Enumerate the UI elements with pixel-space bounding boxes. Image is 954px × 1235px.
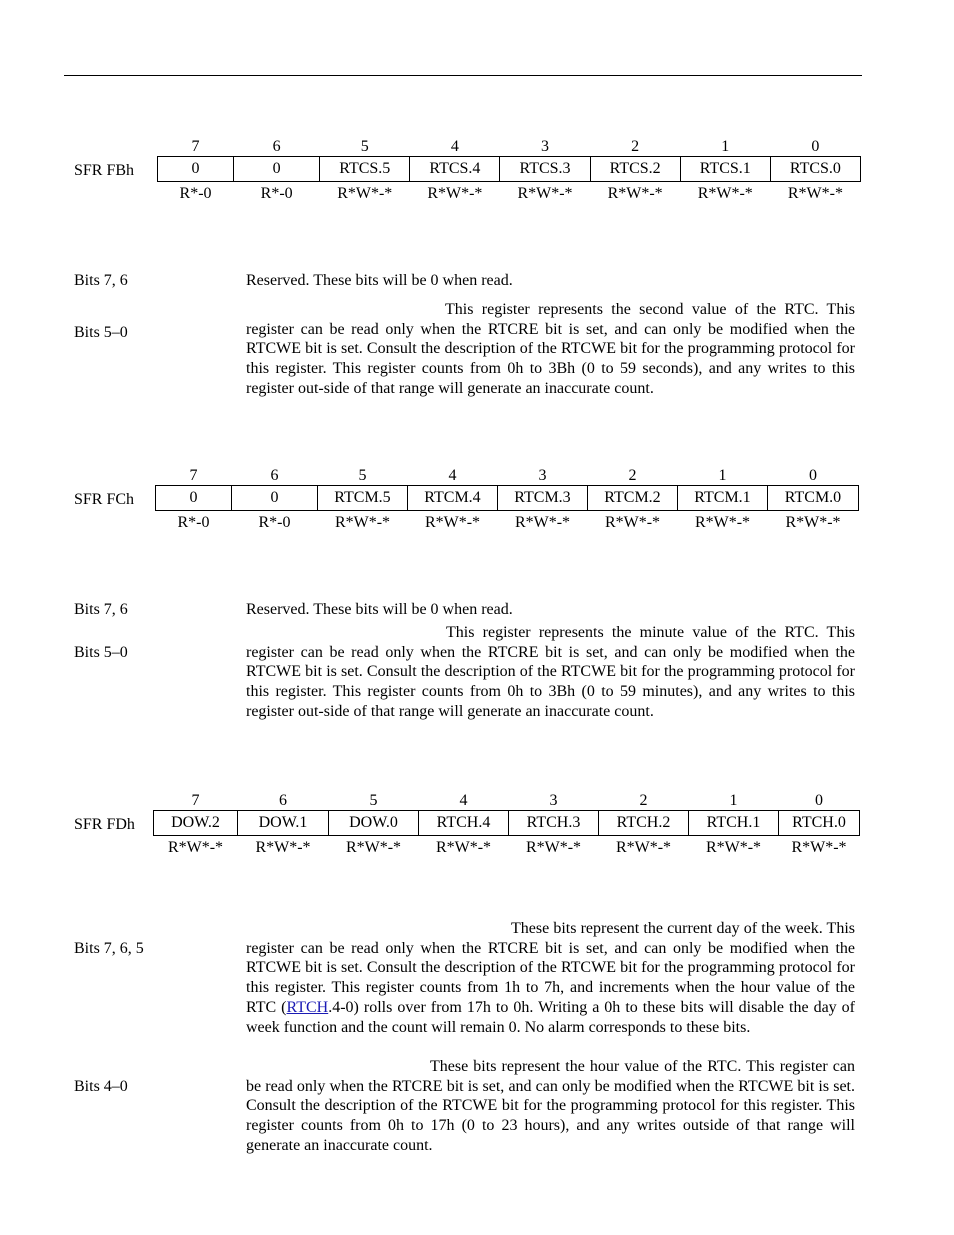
- bit-number: 4: [450, 138, 459, 155]
- bit-access: R*W*-*: [424, 514, 481, 531]
- description-text: This register represents the minute value of the RTC. This register can be read only when the RTCRE bit is set, and can only be modified when the RTCWE bit is set. Consult the description of the RTCWE bit for the programming protocol for this register. This register counts from 0h to 3Bh (0 to 59 minutes), and any writes to this register out-side of that range will generate an inaccurate count.: [246, 624, 855, 720]
- rtch-link[interactable]: RTCH: [286, 998, 329, 1016]
- bit-cell: RTCM.2: [588, 486, 678, 511]
- bit-table: [157, 134, 861, 206]
- bit-description: [74, 919, 855, 1059]
- bits-label: Bits 7, 6, 5: [74, 940, 144, 957]
- bit-table: [155, 463, 859, 535]
- bit-cell: RTCS.0: [770, 157, 860, 182]
- header-rule: [64, 75, 862, 76]
- bit-access: R*W*-*: [615, 839, 672, 856]
- register-fch: [74, 463, 864, 543]
- bit-number: 5: [369, 792, 378, 809]
- bit-number: 2: [631, 138, 640, 155]
- bit-access: R*-0: [179, 185, 212, 202]
- register-label: SFR FBh: [74, 162, 135, 179]
- bit-cell: DOW.0: [329, 811, 419, 836]
- bit-cell: RTCM.5: [318, 486, 408, 511]
- bit-cell: RTCS.3: [500, 157, 590, 182]
- bit-description: [74, 300, 855, 400]
- bit-access: R*W*-*: [427, 185, 483, 202]
- bit-description: [74, 271, 855, 291]
- bits-label: Bits 7, 6: [74, 272, 128, 289]
- bit-cell: RTCM.1: [678, 486, 768, 511]
- bit-access: R*W*-*: [785, 514, 841, 531]
- bit-cell: RTCM.3: [498, 486, 588, 511]
- register-label: SFR FCh: [74, 491, 135, 508]
- description-text: These bits represent the current day of the week. This register can be read only when the RTCRE bit is set, and can only be modified when the RTCWE bit is set. Consult the description of the RTCWE bit for the programming protocol for this register. This register counts from 1h to 7h, and increments when the hour value of the RTC (RTCH.4-0) rolls over from 17h to 0h. Writing a 0h to these bits will disable the day of week function and the count will remain 0. No alarm corresponds to these bits.: [246, 920, 856, 1036]
- register-fdh: [74, 788, 864, 868]
- bit-cell: DOW.1: [238, 811, 329, 836]
- bit-description: [74, 600, 855, 620]
- bit-number: 6: [272, 138, 281, 155]
- bit-cell: 0: [234, 157, 320, 182]
- bit-access: R*W*-*: [255, 839, 311, 856]
- bit-number: 4: [459, 792, 468, 809]
- bit-access: R*W*-*: [604, 514, 661, 531]
- bit-number: 4: [448, 467, 457, 484]
- bit-access: R*W*-*: [705, 839, 762, 856]
- bit-cell: 0: [156, 486, 232, 511]
- bit-number: 0: [811, 138, 820, 155]
- bit-cell: RTCH.0: [779, 811, 860, 836]
- bit-cell: RTCH.2: [599, 811, 689, 836]
- bit-access: R*W*-*: [525, 839, 582, 856]
- register-fbh: [74, 134, 864, 214]
- bit-number: 2: [639, 792, 648, 809]
- bits-label: Bits 4–0: [74, 1078, 128, 1095]
- bit-table: [153, 788, 860, 860]
- bit-access: R*W*-*: [337, 185, 393, 202]
- bit-number: 7: [189, 467, 198, 484]
- bit-cell: 0: [158, 157, 234, 182]
- bit-number: 1: [721, 138, 730, 155]
- description-text: Reserved. These bits will be 0 when read.: [246, 601, 513, 618]
- bit-cell: RTCS.1: [680, 157, 770, 182]
- bit-number: 6: [270, 467, 279, 484]
- bit-number: 3: [541, 138, 550, 155]
- bit-description: [74, 1057, 855, 1157]
- bit-access: R*-0: [258, 514, 291, 531]
- bit-access: R*-0: [260, 185, 293, 202]
- bit-number: 7: [191, 138, 200, 155]
- bit-number: 5: [360, 138, 369, 155]
- bit-cell: RTCH.1: [689, 811, 779, 836]
- bits-label: Bits 5–0: [74, 324, 128, 341]
- bit-cell: RTCH.4: [419, 811, 509, 836]
- bit-access: R*W*-*: [787, 185, 843, 202]
- bit-access: R*W*-*: [607, 185, 663, 202]
- bit-cell: RTCM.4: [408, 486, 498, 511]
- bit-access: R*W*-*: [334, 514, 391, 531]
- bit-cell: RTCM.0: [768, 486, 859, 511]
- description-text: These bits represent the hour value of the RTC. This register can be read only when the RTCRE bit is set, and can only be modified when the RTCWE bit is set. Consult the description of the RTCWE bit for the programming protocol for this register. This register counts from 0h to 17h (0 to 23 hours), and any writes outside of that range will generate an inaccurate count.: [246, 1058, 855, 1154]
- bit-access: R*W*-*: [517, 185, 573, 202]
- bit-access: R*-0: [177, 514, 210, 531]
- bit-number: 1: [729, 792, 738, 809]
- bit-access: R*W*-*: [167, 839, 224, 856]
- description-text: Reserved. These bits will be 0 when read.: [246, 272, 513, 289]
- bit-cell: 0: [232, 486, 318, 511]
- bit-number: 7: [191, 792, 200, 809]
- description-text: This register represents the second value of the RTC. This register can be read only when the RTCRE bit is set, and can only be modified when the RTCWE bit is set. Consult the description of the RTCWE bit for the programming protocol for this register. This register counts from 0h to 3Bh (0 to 59 seconds), and any writes to this register out-side of that range will generate an inaccurate count.: [246, 301, 855, 397]
- bit-access: R*W*-*: [694, 514, 751, 531]
- bit-description: [74, 623, 855, 723]
- bit-number: 5: [358, 467, 367, 484]
- bit-cell: RTCS.5: [320, 157, 410, 182]
- bit-access: R*W*-*: [791, 839, 847, 856]
- register-label: SFR FDh: [74, 816, 135, 833]
- bits-label: Bits 5–0: [74, 644, 128, 661]
- bit-number: 6: [279, 792, 287, 809]
- bit-cell: RTCH.3: [509, 811, 599, 836]
- bit-cell: RTCS.2: [590, 157, 680, 182]
- bit-cell: DOW.2: [154, 811, 238, 836]
- bit-number: 3: [549, 792, 558, 809]
- bit-number: 0: [815, 792, 823, 809]
- bit-access: R*W*-*: [435, 839, 492, 856]
- bit-number: 1: [718, 467, 727, 484]
- bit-number: 0: [809, 467, 817, 484]
- bit-cell: RTCS.4: [410, 157, 500, 182]
- bit-access: R*W*-*: [345, 839, 402, 856]
- bit-number: 3: [538, 467, 547, 484]
- bit-number: 2: [628, 467, 637, 484]
- bit-access: R*W*-*: [697, 185, 753, 202]
- bits-label: Bits 7, 6: [74, 601, 128, 618]
- bit-access: R*W*-*: [514, 514, 571, 531]
